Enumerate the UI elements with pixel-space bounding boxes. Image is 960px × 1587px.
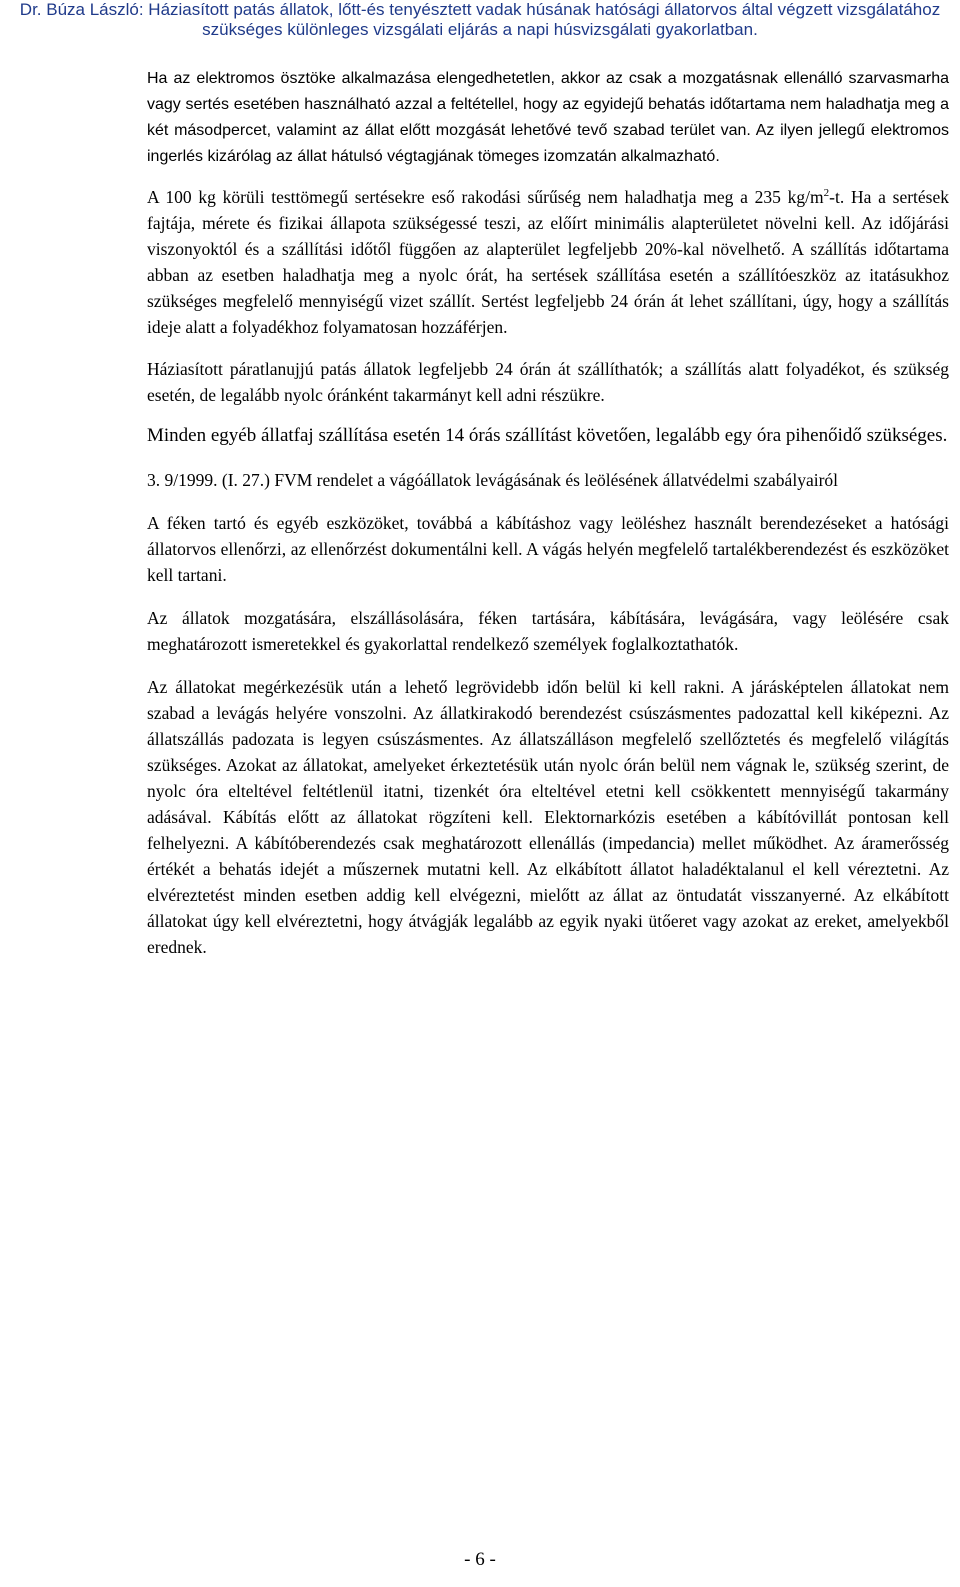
section-heading-regulation: 3. 9/1999. (I. 27.) FVM rendelet a vágóállatok levágásának és leölésének állatvédelmi szabályairól [147,470,839,490]
paragraph-electric-prod: Ha az elektromos ösztöke alkalmazása elengedhetetlen, akkor az csak a mozgatásnak ellenálló szarvasmarha vagy sertés esetében használható azzal a feltétellel, hogy az egyidejű behatás időtartama nem haladhatja meg a két másodpercet, valamint az állat előtt mozgását lehetővé tevő szabad terület van. Az ilyen jellegű elektromos ingerlés kizárólag az állat hátulsó végtagjának tömeges izomzatán alkalmazható. [147,70,949,165]
header-line-2: szükséges különleges vizsgálati eljárás a napi húsvizsgálati gyakorlatban. [202,20,758,39]
regulation-section [147,467,949,960]
running-header [0,0,960,40]
serif-section [147,184,949,408]
pig-density-text-rest: -t. Ha a sertések fajtája, mérete és fizikai állapota szükségessé teszi, az előírt minimális alapterületet növelni kell. Az időjárási viszonyoktól és a szállítási időtől függően az alapterület legfeljebb 20%-kal növelhető. A szállítás időtartama abban az esetben haladhatja meg a nyolc órát, ha sertések szállítása esetén a szállítóeszköz az itatásukhoz szükséges megfelelő mennyiségű vizet szállít. Sertést legfeljebb 24 órán át lehet szállítani, úgy, hogy a szállítás ideje alatt a folyadékhoz folyamatosan hozzáférjen. [147,187,949,337]
header-line-1: Dr. Búza László: Háziasított patás állatok, lőtt-és tenyésztett vadak húsának hatósági állatorvos által végzett vizsgálatához [19,0,941,19]
sans-section [147,66,949,170]
paragraph-pig-loading-density [147,184,949,340]
superscript-two: 2 [823,187,830,200]
paragraph-equipment-inspection: A féken tartó és egyéb eszközöket, továbbá a kábításhoz vagy leöléshez használt berendezéseket a hatósági állatorvos ellenőrzi, az ellenőrzést dokumentálni kell. A vágás helyén megfelelő tartalékberendezést és eszközöket kell tartani. [147,513,949,585]
pig-density-text-start: A 100 kg körüli testtömegű sertésekre eső rakodási sűrűség nem haladhatja meg a 235 kg/m [147,187,824,207]
page-number: - 6 - [464,1549,496,1570]
rest-period-section [147,422,949,450]
paragraph-rest-period: Minden egyéb állatfaj szállítása esetén 14 órás szállítást követően, legalább egy óra pihenőidő szükséges. [147,425,948,446]
paragraph-staff-qualification: Az állatok mozgatására, elszállásolására, féken tartására, kábítására, levágására, vagy leölésére csak meghatározott ismeretekkel és gyakorlattal rendelkező személyek foglalkoztathatók. [147,608,949,654]
paragraph-unloading-and-stunning: Az állatokat megérkezésük után a lehető legrövidebb időn belül ki kell rakni. A járásképtelen állatokat nem szabad a levágás helyére vonszolni. Az állatkirakodó berendezést csúszásmentes padozattal kell kiképezni. Az állatszállás padozata is legyen csúszásmentes. Az állatszálláson megfelelő szellőztetés és megfelelő világítás szükséges. Azokat az állatokat, amelyeket érkeztetésük után nyolc órán belül nem vágnak le, szükség szerint, de nyolc óra elteltével feltétlenül itatni, tizenkét óra elteltével etetni kell csökkentett mennyiségű takarmány adásával. Kábítás előtt az állatokat rögzíteni kell. Elektornarkózis esetében a kábítóvillát pontosan kell felhelyezni. A kábítóberendezés csak meghatározott ellenállás (impedancia) mellet működhet. Az áramerősség értékét a behatás idejét a műszernek mutatni kell. Az elkábított állatot haladéktalanul el kell véreztetni. Az elvéreztetést minden esetben addig kell elvégezni, mielőtt az állat az öntudatát visszanyerné. Az elkábított állatokat úgy kell elvéreztetni, hogy átvágják legalább az egyik nyaki ütőeret vagy azokat az ereket, amelyekből erednek. [147,677,949,957]
paragraph-equine-transport: Háziasított páratlanujjú patás állatok legfeljebb 24 órán át szállíthatók; a szállítás alatt folyadékot, és szükség esetén, de legalább nyolc óránként takarmányt kell adni részükre. [147,359,949,405]
document-body [147,66,949,960]
